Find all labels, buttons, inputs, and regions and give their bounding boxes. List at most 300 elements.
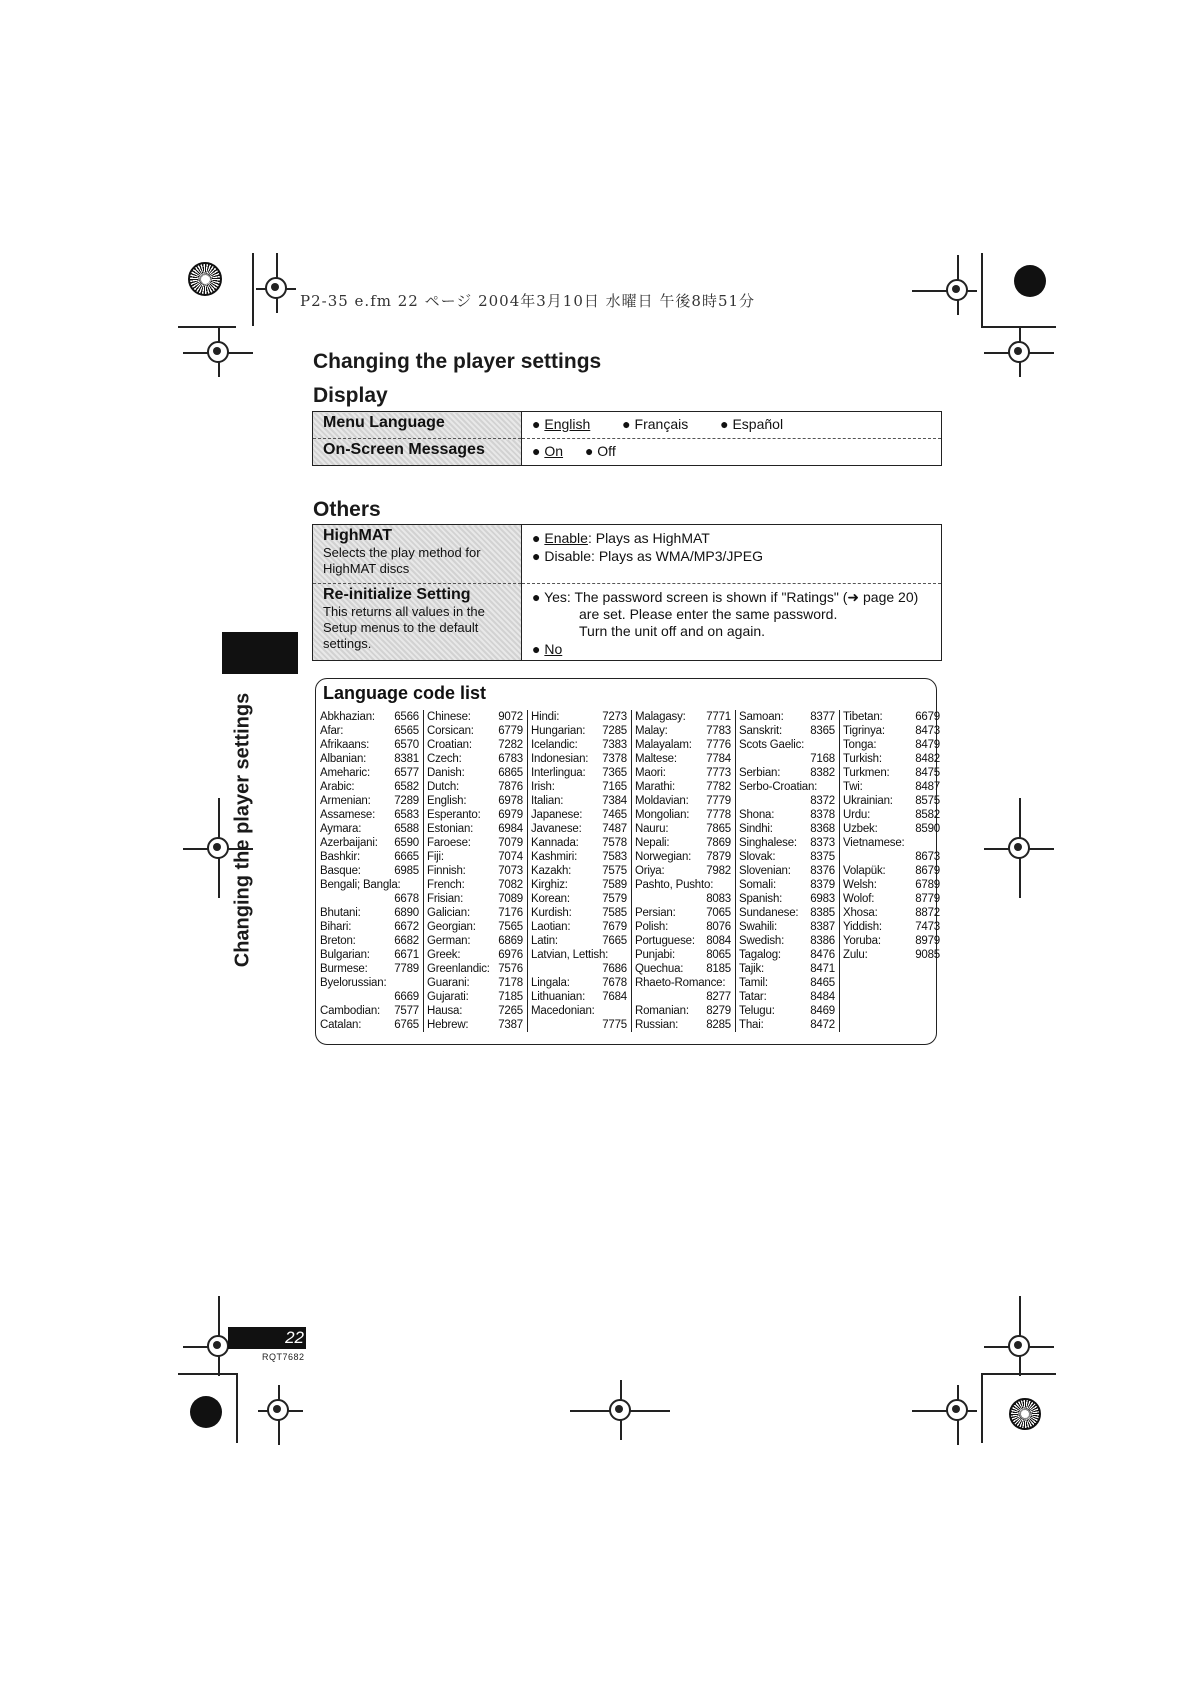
language-entry xyxy=(635,850,731,864)
language-code: 8365 xyxy=(810,725,835,737)
language-code: 8979 xyxy=(915,935,940,947)
reinitialize-label: Re-initialize Setting xyxy=(323,586,471,603)
language-entry xyxy=(427,808,523,822)
language-code: 8372 xyxy=(810,795,835,807)
reinitialize-row xyxy=(313,584,942,661)
language-name: French: xyxy=(427,879,465,891)
language-name: Greenlandic: xyxy=(427,963,490,975)
option-text: Yes: The password screen is shown if "Ratings" (➜ page 20) xyxy=(544,589,919,605)
language-entry xyxy=(320,752,419,766)
language-code: 7686 xyxy=(602,963,627,975)
language-name: Breton: xyxy=(320,935,356,947)
language-name: Slovak: xyxy=(739,851,776,863)
language-name: Kannada: xyxy=(531,837,579,849)
menu-language-options xyxy=(522,412,942,439)
language-name: Hungarian: xyxy=(531,725,586,737)
language-entry xyxy=(739,934,835,948)
language-code: 7982 xyxy=(706,865,731,877)
language-code: 8471 xyxy=(810,963,835,975)
language-entry xyxy=(531,822,627,836)
reinitialize-label-cell xyxy=(313,584,522,661)
language-entry xyxy=(531,878,627,892)
language-name: German: xyxy=(427,935,471,947)
language-code: 8590 xyxy=(915,823,940,835)
language-entry xyxy=(320,766,419,780)
language-name: Latvian, Lettish: xyxy=(531,949,609,961)
language-entry xyxy=(739,766,835,780)
language-name: Gujarati: xyxy=(427,991,469,1003)
language-code: 8386 xyxy=(810,935,835,947)
language-code: 6865 xyxy=(498,767,523,779)
language-entry xyxy=(531,752,627,766)
language-code: 8381 xyxy=(394,753,419,765)
language-name: Bihari: xyxy=(320,921,352,933)
language-name: Aymara: xyxy=(320,823,362,835)
language-name: Sindhi: xyxy=(739,823,773,835)
language-name: Marathi: xyxy=(635,781,675,793)
language-name: Welsh: xyxy=(843,879,877,891)
language-code: 8373 xyxy=(810,837,835,849)
language-code: 7665 xyxy=(602,935,627,947)
language-code: 6682 xyxy=(394,935,419,947)
language-code: 7771 xyxy=(706,711,731,723)
side-tab-label xyxy=(193,690,293,970)
language-code: 7585 xyxy=(602,907,627,919)
language-code: 7678 xyxy=(602,977,627,989)
language-name: Interlingua: xyxy=(531,767,586,779)
language-code: 8484 xyxy=(810,991,835,1003)
language-code: 7779 xyxy=(706,795,731,807)
language-entry xyxy=(739,794,835,808)
language-code: 8479 xyxy=(915,739,940,751)
language-entry xyxy=(843,864,940,878)
language-entry xyxy=(320,990,419,1004)
trim-line xyxy=(178,326,236,328)
trim-line xyxy=(252,253,254,326)
language-code: 7168 xyxy=(810,753,835,765)
language-entry xyxy=(843,752,940,766)
language-code: 6978 xyxy=(498,795,523,807)
language-entry xyxy=(739,738,835,752)
language-name: Cambodian: xyxy=(320,1005,381,1017)
language-name: Singhalese: xyxy=(739,837,797,849)
language-code: 7879 xyxy=(706,851,731,863)
language-name: Tajik: xyxy=(739,963,765,975)
language-code: 8679 xyxy=(915,865,940,877)
language-name: Xhosa: xyxy=(843,907,878,919)
language-name: Bhutani: xyxy=(320,907,361,919)
language-code: 6588 xyxy=(394,823,419,835)
language-entry xyxy=(427,948,523,962)
language-code: 8385 xyxy=(810,907,835,919)
language-name: Japanese: xyxy=(531,809,583,821)
language-code: 8469 xyxy=(810,1005,835,1017)
language-entry xyxy=(635,962,731,976)
language-entry xyxy=(739,990,835,1004)
language-code: 7384 xyxy=(602,795,627,807)
language-code: 9085 xyxy=(915,949,940,961)
language-name: Samoan: xyxy=(739,711,784,723)
language-name: Faroese: xyxy=(427,837,471,849)
language-code: 6570 xyxy=(394,739,419,751)
language-name: Russian: xyxy=(635,1019,679,1031)
language-name: Armenian: xyxy=(320,795,371,807)
language-name: Laotian: xyxy=(531,921,571,933)
language-code: 6590 xyxy=(394,837,419,849)
language-entry xyxy=(531,934,627,948)
language-name: Telugu: xyxy=(739,1005,775,1017)
language-code: 8277 xyxy=(706,991,731,1003)
language-code: 7784 xyxy=(706,753,731,765)
language-entry xyxy=(427,1004,523,1018)
language-entry xyxy=(843,934,940,948)
language-code: 8375 xyxy=(810,851,835,863)
language-name: Basque: xyxy=(320,865,361,877)
language-entry xyxy=(843,766,940,780)
language-code: 8575 xyxy=(915,795,940,807)
language-name: Indonesian: xyxy=(531,753,589,765)
language-code: 6665 xyxy=(394,851,419,863)
language-code: 7165 xyxy=(602,781,627,793)
language-column xyxy=(840,710,944,1032)
language-name: Catalan: xyxy=(320,1019,362,1031)
language-name: Somali: xyxy=(739,879,776,891)
option-text: Disable: Plays as WMA/MP3/JPEG xyxy=(544,548,763,564)
language-column xyxy=(632,710,736,1032)
language-code: 6979 xyxy=(498,809,523,821)
language-entry xyxy=(843,780,940,794)
language-entry xyxy=(427,962,523,976)
language-name: Spanish: xyxy=(739,893,783,905)
language-entry xyxy=(635,1018,731,1032)
highmat-option-disable[interactable]: ● Disable: Plays as WMA/MP3/JPEG xyxy=(532,548,763,564)
language-entry xyxy=(531,1004,627,1018)
menu-language-option-francais[interactable]: ● Français xyxy=(622,416,689,432)
language-code: 7783 xyxy=(706,725,731,737)
language-name: Lithuanian: xyxy=(531,991,586,1003)
language-name: Latin: xyxy=(531,935,558,947)
language-code: 8377 xyxy=(810,711,835,723)
language-name: Macedonian: xyxy=(531,1005,595,1017)
language-name: Quechua: xyxy=(635,963,684,975)
language-entry xyxy=(843,710,940,724)
language-code: 7773 xyxy=(706,767,731,779)
language-code: 7285 xyxy=(602,725,627,737)
language-code: 6890 xyxy=(394,907,419,919)
language-name: Fiji: xyxy=(427,851,444,863)
language-entry xyxy=(843,906,940,920)
language-entry xyxy=(739,864,835,878)
on-screen-messages-options xyxy=(522,439,942,466)
language-entry xyxy=(635,948,731,962)
language-entry xyxy=(843,892,940,906)
on-screen-messages-option-off[interactable]: ● Off xyxy=(584,443,616,459)
language-name: Yoruba: xyxy=(843,935,881,947)
language-code: 7565 xyxy=(498,921,523,933)
language-code: 8083 xyxy=(706,893,731,905)
language-code: 8476 xyxy=(810,949,835,961)
language-entry xyxy=(843,836,940,850)
language-code: 7579 xyxy=(602,893,627,905)
language-entry xyxy=(320,822,419,836)
language-column xyxy=(424,710,528,1032)
language-name: Guarani: xyxy=(427,977,470,989)
language-code: 7679 xyxy=(602,921,627,933)
language-code: 6566 xyxy=(394,711,419,723)
language-name: Romanian: xyxy=(635,1005,689,1017)
language-entry xyxy=(739,1004,835,1018)
language-name: Arabic: xyxy=(320,781,355,793)
language-entry xyxy=(739,752,835,766)
language-entry xyxy=(635,864,731,878)
language-code: 7289 xyxy=(394,795,419,807)
language-name: Malagasy: xyxy=(635,711,686,723)
language-name: Frisian: xyxy=(427,893,464,905)
language-entry xyxy=(635,906,731,920)
language-code: 8376 xyxy=(810,865,835,877)
language-name: Tigrinya: xyxy=(843,725,885,737)
language-name: Bengali; Bangla: xyxy=(320,879,401,891)
language-code: 7387 xyxy=(498,1019,523,1031)
language-entry xyxy=(531,794,627,808)
language-entry xyxy=(427,976,523,990)
language-entry xyxy=(635,920,731,934)
language-name: Lingala: xyxy=(531,977,570,989)
language-name: Maltese: xyxy=(635,753,677,765)
language-code: 7073 xyxy=(498,865,523,877)
language-name: Bulgarian: xyxy=(320,949,370,961)
language-name: Turkmen: xyxy=(843,767,890,779)
language-entry xyxy=(739,710,835,724)
language-code: 8185 xyxy=(706,963,731,975)
language-entry xyxy=(320,934,419,948)
model-number: RQT7682 xyxy=(262,1352,305,1362)
language-name: Georgian: xyxy=(427,921,476,933)
language-name: Albanian: xyxy=(320,753,367,765)
language-code: 6582 xyxy=(394,781,419,793)
language-entry xyxy=(843,794,940,808)
language-code: 8379 xyxy=(810,879,835,891)
language-entry xyxy=(531,724,627,738)
language-entry xyxy=(427,738,523,752)
language-entry xyxy=(427,724,523,738)
registration-dot-bottom-left xyxy=(190,1396,222,1428)
option-label: Español xyxy=(732,416,784,432)
page-title: Changing the player settings xyxy=(313,350,602,373)
language-entry xyxy=(739,1018,835,1032)
language-entry xyxy=(843,738,940,752)
language-entry xyxy=(427,934,523,948)
language-code: 8473 xyxy=(915,725,940,737)
language-code: 8378 xyxy=(810,809,835,821)
language-code: 7576 xyxy=(498,963,523,975)
registration-starburst-bottom-right xyxy=(1009,1398,1041,1430)
language-name: Esperanto: xyxy=(427,809,481,821)
language-code: 8482 xyxy=(915,753,940,765)
language-entry xyxy=(531,1018,627,1032)
language-entry xyxy=(320,906,419,920)
reinitialize-yes-detail: are set. Please enter the same password. xyxy=(579,606,838,622)
page-number: 22 xyxy=(285,1328,304,1347)
language-name: Finnish: xyxy=(427,865,466,877)
side-tab-text: Changing the player settings xyxy=(231,692,254,968)
language-entry xyxy=(739,892,835,906)
language-code: 7583 xyxy=(602,851,627,863)
language-code: 7178 xyxy=(498,977,523,989)
language-name: Swahili: xyxy=(739,921,778,933)
language-name: Turkish: xyxy=(843,753,882,765)
language-name: Mongolian: xyxy=(635,809,690,821)
language-name: Afar: xyxy=(320,725,344,737)
language-name: Volapük: xyxy=(843,865,886,877)
reinitialize-yes-detail: Turn the unit off and on again. xyxy=(579,623,766,639)
on-screen-messages-row xyxy=(313,439,942,466)
language-entry xyxy=(635,766,731,780)
language-code: 7782 xyxy=(706,781,731,793)
language-name: Oriya: xyxy=(635,865,665,877)
language-name: Tibetan: xyxy=(843,711,883,723)
language-entry xyxy=(843,948,940,962)
language-code: 6984 xyxy=(498,823,523,835)
language-entry xyxy=(320,836,419,850)
language-name: Punjabi: xyxy=(635,949,675,961)
language-name: Moldavian: xyxy=(635,795,689,807)
registration-starburst-top-left xyxy=(188,262,222,296)
reinitialize-option-yes[interactable]: ● Yes: The password screen is shown if "Ratings" (➜ page 20) xyxy=(532,589,919,605)
language-code: 7578 xyxy=(602,837,627,849)
language-entry xyxy=(531,836,627,850)
language-code: 8285 xyxy=(706,1019,731,1031)
print-header-line: P2-35 e.fm 22 ページ 2004年3月10日 水曜日 午後8時51分 xyxy=(300,292,756,310)
language-entry xyxy=(635,976,731,990)
option-label: Off xyxy=(597,443,616,459)
language-entry xyxy=(427,780,523,794)
highmat-row xyxy=(313,525,942,584)
language-code: 8487 xyxy=(915,781,940,793)
language-entry xyxy=(320,794,419,808)
language-code: 8582 xyxy=(915,809,940,821)
language-name: Abkhazian: xyxy=(320,711,375,723)
language-name: Zulu: xyxy=(843,949,868,961)
language-name: Tonga: xyxy=(843,739,877,751)
language-entry xyxy=(843,920,940,934)
language-code: 7079 xyxy=(498,837,523,849)
language-name: Portuguese: xyxy=(635,935,695,947)
language-entry xyxy=(427,906,523,920)
language-entry xyxy=(843,850,940,864)
language-entry xyxy=(531,892,627,906)
language-entry xyxy=(635,808,731,822)
language-code: 8368 xyxy=(810,823,835,835)
language-code: 7473 xyxy=(915,921,940,933)
language-code: 6783 xyxy=(498,753,523,765)
language-code: 6985 xyxy=(394,865,419,877)
language-name: Ameharic: xyxy=(320,767,370,779)
highmat-option-enable[interactable]: ● Enable: Plays as HighMAT xyxy=(532,530,710,546)
language-code: 8779 xyxy=(915,893,940,905)
registration-dot-top-right xyxy=(1014,265,1046,297)
language-code: 6671 xyxy=(394,949,419,961)
language-code: 8472 xyxy=(810,1019,835,1031)
option-label: On xyxy=(544,443,564,459)
menu-language-row xyxy=(313,412,942,439)
language-name: Thai: xyxy=(739,1019,764,1031)
menu-language-option-english[interactable]: ● English xyxy=(532,416,591,432)
language-entry xyxy=(320,780,419,794)
language-entry xyxy=(635,738,731,752)
language-entry xyxy=(320,738,419,752)
highmat-options xyxy=(522,525,942,584)
language-entry xyxy=(635,794,731,808)
language-entry xyxy=(320,1004,419,1018)
language-code: 7185 xyxy=(498,991,523,1003)
trim-line xyxy=(981,326,1056,328)
language-entry xyxy=(739,962,835,976)
language-code: 9072 xyxy=(498,711,523,723)
language-entry xyxy=(531,850,627,864)
reinitialize-option-no[interactable]: ● No xyxy=(532,641,563,657)
language-entry xyxy=(739,836,835,850)
language-entry xyxy=(531,738,627,752)
language-entry xyxy=(427,990,523,1004)
on-screen-messages-label: On-Screen Messages xyxy=(323,441,485,458)
language-entry xyxy=(531,920,627,934)
highmat-label: HighMAT xyxy=(323,527,393,544)
menu-language-option-espanol[interactable]: ● Español xyxy=(720,416,784,432)
language-name: Swedish: xyxy=(739,935,785,947)
language-entry xyxy=(739,780,835,794)
language-name: Serbo-Croatian: xyxy=(739,781,818,793)
language-code: 6869 xyxy=(498,935,523,947)
language-entry xyxy=(427,752,523,766)
language-entry xyxy=(427,878,523,892)
language-entry xyxy=(531,948,627,962)
language-name: Nepali: xyxy=(635,837,670,849)
display-settings-table xyxy=(312,411,942,466)
language-entry xyxy=(427,1018,523,1032)
language-name: Norwegian: xyxy=(635,851,692,863)
language-name: Estonian: xyxy=(427,823,474,835)
language-entry xyxy=(531,906,627,920)
display-section-title: Display xyxy=(313,384,388,407)
language-entry xyxy=(320,892,419,906)
language-name: Pashto, Pushto: xyxy=(635,879,714,891)
option-text: : Plays as HighMAT xyxy=(587,530,710,546)
language-code: 6976 xyxy=(498,949,523,961)
language-entry xyxy=(739,948,835,962)
language-name: Dutch: xyxy=(427,781,460,793)
language-code: 8387 xyxy=(810,921,835,933)
language-code: 7684 xyxy=(602,991,627,1003)
language-name: Scots Gaelic: xyxy=(739,739,805,751)
language-name: Sundanese: xyxy=(739,907,799,919)
language-code: 8084 xyxy=(706,935,731,947)
language-entry xyxy=(635,822,731,836)
language-code: 8279 xyxy=(706,1005,731,1017)
language-name: Kashmiri: xyxy=(531,851,578,863)
language-entry xyxy=(427,836,523,850)
on-screen-messages-option-on[interactable]: ● On xyxy=(532,443,564,459)
language-code: 7365 xyxy=(602,767,627,779)
language-entry xyxy=(531,864,627,878)
language-entry xyxy=(843,724,940,738)
language-entry xyxy=(635,934,731,948)
language-entry xyxy=(427,710,523,724)
language-entry xyxy=(427,920,523,934)
highmat-description: Selects the play method for HighMAT discs xyxy=(323,545,481,576)
language-name: English: xyxy=(427,795,467,807)
language-code: 7465 xyxy=(602,809,627,821)
